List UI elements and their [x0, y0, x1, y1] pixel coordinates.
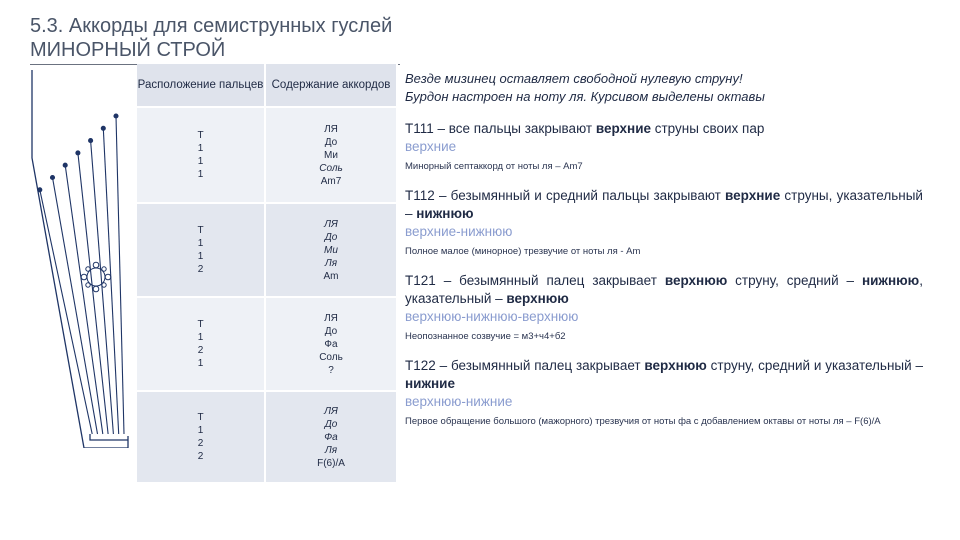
table-row [137, 107, 397, 203]
tuning-peg [101, 126, 105, 130]
chord-note: До [324, 231, 338, 243]
chord-note: Ля [324, 257, 338, 269]
emphasis-word: верхнюю [506, 291, 569, 306]
text-run: струны своих пар [651, 121, 765, 136]
tuning-peg [114, 114, 118, 118]
finger-symbol: 1 [197, 238, 204, 249]
finger-symbol: 2 [197, 345, 204, 356]
chord-note: Ля [324, 444, 338, 456]
finger-symbol: 2 [197, 264, 204, 275]
tuning-peg [51, 176, 55, 180]
tuning-peg [76, 151, 80, 155]
string-pattern: верхнюю-нижнюю-верхнюю [405, 309, 579, 324]
text-run: Т121 – безымянный палец закрывает [405, 273, 665, 288]
emphasis-word: нижнюю [861, 273, 920, 288]
chord-explanation [405, 187, 923, 258]
finger-position-cell [137, 203, 265, 297]
chord-note: Am7 [320, 175, 342, 187]
chord-note: Ми [324, 149, 338, 161]
chord-note: ЛЯ [324, 405, 338, 417]
text-run: Т122 – безымянный палец закрывает [405, 358, 645, 373]
chord-note: Соль [319, 351, 343, 363]
finger-symbol: 1 [197, 358, 204, 369]
chord-content-cell [265, 297, 397, 391]
finger-symbol: Т [197, 225, 204, 236]
finger-symbol: 2 [197, 438, 204, 449]
finger-symbol: 2 [197, 451, 204, 462]
chord-note: Фа [324, 338, 338, 350]
chord-note: Am [323, 270, 339, 282]
text-run: Т111 – все пальцы закрывают [405, 121, 596, 136]
gusli-string [116, 116, 124, 434]
finger-position-cell [137, 391, 265, 483]
chord-note: ЛЯ [324, 218, 338, 230]
tuning-peg [89, 139, 93, 143]
chord-note-caption: Неопознанное созвучие = м3+ч4+б2 [405, 331, 566, 342]
chord-table [137, 64, 398, 484]
chord-note: ? [328, 364, 334, 376]
chord-content-cell [265, 107, 397, 203]
chord-note: До [324, 418, 338, 430]
tuning-peg [38, 188, 42, 192]
finger-symbol: Т [197, 319, 204, 330]
emphasis-word: верхнюю [664, 273, 728, 288]
header-chord-content: Содержание аккордов [265, 64, 397, 107]
explanation-text [405, 120, 923, 138]
string-pattern: верхнюю-нижние [405, 394, 513, 409]
chord-explanation [405, 357, 923, 428]
finger-symbol: 1 [197, 251, 204, 262]
gusli-string [103, 128, 118, 434]
gusli-body-outline [32, 70, 128, 448]
chord-content-cell [265, 391, 397, 483]
emphasis-word: верхние [725, 188, 781, 203]
chord-note: До [324, 325, 338, 337]
intro-text [405, 70, 923, 106]
emphasis-word: нижние [405, 376, 455, 391]
finger-symbol: 1 [197, 169, 204, 180]
explanation-panel [405, 70, 923, 428]
emphasis-word: верхнюю [644, 358, 707, 373]
table-row [137, 297, 397, 391]
string-pattern: верхние [405, 139, 457, 154]
chord-note: До [324, 136, 338, 148]
explanation-text [405, 187, 923, 223]
title-line-1: 5.3. Аккорды для семиструнных гуслей [30, 15, 393, 37]
finger-symbol: 1 [197, 425, 204, 436]
finger-symbol: 1 [197, 143, 204, 154]
finger-symbol: 1 [197, 332, 204, 343]
explanation-text [405, 272, 923, 308]
intro-line-1: Везде мизинец оставляет свободной нулевую струну! [405, 71, 743, 86]
chord-note: Соль [319, 162, 343, 174]
title-line-2: МИНОРНЫЙ СТРОЙ [30, 39, 226, 61]
gusli-string [78, 153, 108, 434]
text-run: струну, средний – [727, 273, 862, 288]
chord-content-cell [265, 203, 397, 297]
intro-line-2: Бурдон настроен на ноту ля. Курсивом выделены октавы [405, 89, 765, 104]
chord-note-caption: Полное малое (минорное) трезвучие от ноты ля - Am [405, 246, 641, 257]
table-row [137, 391, 397, 483]
chord-note: ЛЯ [324, 312, 338, 324]
text-run: Т112 – безымянный и средний пальцы закрывают [405, 188, 726, 203]
table-row [137, 203, 397, 297]
text-run: струну, средний и указательный – [706, 358, 923, 373]
chord-note-caption: Минорный септаккорд от ноты ля – Am7 [405, 161, 583, 172]
emphasis-word: нижнюю [416, 206, 474, 221]
chord-note: Фа [324, 431, 338, 443]
emphasis-word: верхние [595, 121, 651, 136]
slide-title [30, 14, 392, 62]
finger-symbol: Т [197, 130, 204, 141]
gusli-tail-bracket [90, 434, 128, 440]
chord-explanation [405, 120, 923, 173]
gusli-string [40, 190, 92, 434]
finger-symbol: 1 [197, 156, 204, 167]
chord-note-caption: Первое обращение большого (мажорного) трезвучия от ноты фа с добавлением октавы от ноты ля – F(6)/A [405, 416, 881, 427]
tuning-peg [63, 163, 67, 167]
chord-note: ЛЯ [324, 123, 338, 135]
finger-position-cell [137, 107, 265, 203]
finger-position-cell [137, 297, 265, 391]
header-finger-position: Расположение пальцев [137, 64, 265, 107]
gusli-diagram [30, 68, 136, 448]
text-run: струны, указательный – [405, 188, 923, 221]
explanation-text [405, 357, 923, 393]
text-run: , указательный – [405, 273, 923, 306]
chord-explanation [405, 272, 923, 343]
string-pattern: верхние-нижнюю [405, 224, 513, 239]
chord-note: Ми [324, 244, 338, 256]
sound-hole [81, 262, 111, 292]
chord-note: F(6)/A [317, 457, 345, 469]
finger-symbol: Т [197, 412, 204, 423]
